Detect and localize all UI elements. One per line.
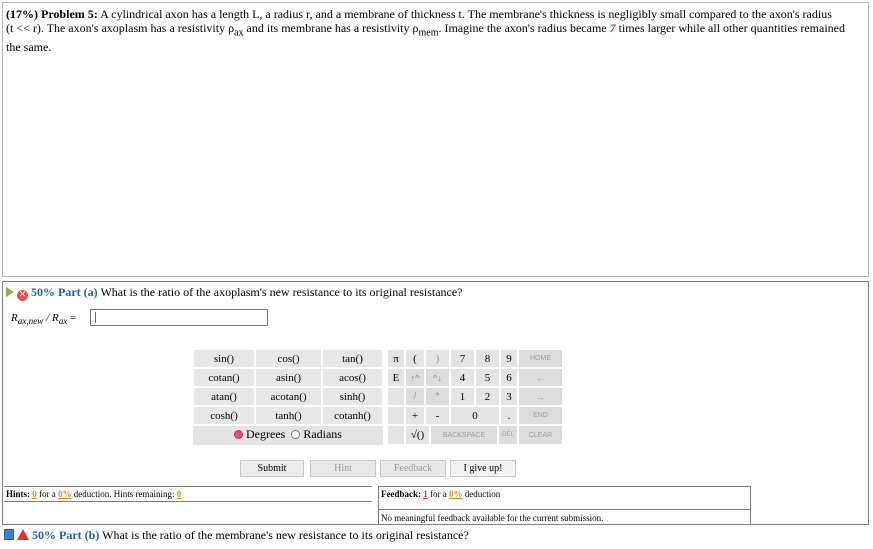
key-cosh[interactable]: cosh() xyxy=(193,406,255,425)
hint-button[interactable]: Hint xyxy=(310,460,376,477)
key-5[interactable]: 5 xyxy=(475,368,500,387)
key-acotan[interactable]: acotan() xyxy=(255,387,322,406)
key-minus[interactable]: - xyxy=(425,406,450,425)
radians-label: Radians xyxy=(303,427,342,441)
key-backspace[interactable]: BACKSPACE xyxy=(430,425,498,445)
key-clear[interactable]: CLEAR xyxy=(518,425,563,445)
key-blank-1 xyxy=(387,387,405,406)
give-up-button[interactable]: I give up! xyxy=(450,460,516,477)
problem-sentence-1: A cylindrical axon has a length L, a radius r, and a membrane of thickness t. The membrane's thickness is negligibly small compared to the axon's radius xyxy=(100,7,832,21)
key-3[interactable]: 3 xyxy=(500,387,518,406)
part-a-percent: 50% Part (a) xyxy=(31,285,98,299)
key-atan[interactable]: atan() xyxy=(193,387,255,406)
part-b-header xyxy=(4,528,469,542)
part-b-percent: 50% Part (b) xyxy=(32,528,100,542)
key-down[interactable]: ^↓ xyxy=(425,368,450,387)
key-end[interactable]: END xyxy=(518,406,563,425)
key-home[interactable]: HOME xyxy=(518,349,563,368)
feedback-label: Feedback: xyxy=(381,489,421,499)
key-sin[interactable]: sin() xyxy=(193,349,255,368)
feedback-line: Feedback: 1 for a 0% deduction xyxy=(381,489,501,499)
problem-sentence-4: . Imagine the axon's radius became xyxy=(438,21,610,35)
key-E[interactable]: E xyxy=(387,368,405,387)
key-9[interactable]: 9 xyxy=(500,349,518,368)
radians-radio[interactable] xyxy=(291,430,300,439)
problem-sentence-2: (t << r). The axon's axoplasm has a resistivity ρ xyxy=(6,21,235,35)
problem-statement xyxy=(6,7,861,54)
hints-bar: Hints: 0 for a 0% deduction. Hints remaining: 0 xyxy=(4,486,372,502)
key-tanh[interactable]: tanh() xyxy=(255,406,322,425)
feedback-message: No meaningful feedback available for the current submission. xyxy=(379,509,750,526)
key-1[interactable]: 1 xyxy=(450,387,475,406)
key-2[interactable]: 2 xyxy=(475,387,500,406)
key-blank-3 xyxy=(387,425,405,445)
hints-label: Hints: xyxy=(6,489,31,499)
degrees-radio[interactable] xyxy=(234,430,243,439)
feedback-count: 1 xyxy=(423,489,428,499)
degrees-label: Degrees xyxy=(246,427,286,441)
part-a-question: What is the ratio of the axoplasm's new resistance to its original resistance? xyxy=(100,285,463,299)
key-left[interactable]: ← xyxy=(518,368,563,387)
radius-factor: 7 xyxy=(609,21,616,35)
key-plus[interactable]: + xyxy=(405,406,425,425)
key-cotan[interactable]: cotan() xyxy=(193,368,255,387)
part-a-header xyxy=(6,285,463,301)
submit-button[interactable]: Submit xyxy=(240,460,304,477)
problem-sentence-3: and its membrane has a resistivity ρ xyxy=(243,21,419,35)
key-sqrt[interactable]: √() xyxy=(405,425,430,445)
key-dot[interactable]: . xyxy=(500,406,518,425)
key-8[interactable]: 8 xyxy=(475,349,500,368)
warning-icon xyxy=(17,529,29,540)
key-up[interactable]: ↑^ xyxy=(405,368,425,387)
key-tan[interactable]: tan() xyxy=(322,349,383,368)
key-pi[interactable]: π xyxy=(387,349,405,368)
answer-input[interactable] xyxy=(90,309,268,326)
text-caret xyxy=(95,312,96,323)
key-cos[interactable]: cos() xyxy=(255,349,322,368)
key-rparen[interactable]: ) xyxy=(425,349,450,368)
key-right[interactable]: → xyxy=(518,387,563,406)
key-7[interactable]: 7 xyxy=(450,349,475,368)
key-lparen[interactable]: ( xyxy=(405,349,425,368)
feedback-panel xyxy=(378,486,751,525)
key-blank-2 xyxy=(387,406,405,425)
sub-mem: mem xyxy=(418,27,439,39)
key-sinh[interactable]: sinh() xyxy=(322,387,383,406)
key-0[interactable]: 0 xyxy=(450,406,500,425)
wrong-mark-icon: ✕ xyxy=(18,290,27,300)
key-acos[interactable]: acos() xyxy=(322,368,383,387)
key-cotanh[interactable]: cotanh() xyxy=(322,406,383,425)
problem-sentence-5: times larger while all other quantities remained the same. xyxy=(6,21,845,55)
feedback-button[interactable]: Feedback xyxy=(380,460,446,477)
angle-mode xyxy=(193,426,383,445)
part-b-question: What is the ratio of the membrane's new resistance to its original resistance? xyxy=(102,528,469,542)
hints-count: 0 xyxy=(32,489,37,499)
document-icon[interactable] xyxy=(4,529,14,540)
play-icon[interactable] xyxy=(6,287,14,297)
hints-remaining: 0 xyxy=(176,489,182,499)
feedback-pct: 0% xyxy=(449,489,463,499)
key-6[interactable]: 6 xyxy=(500,368,518,387)
sub-ax: ax xyxy=(234,27,244,39)
answer-label: $R_{ax,new} / R_{ax}$ = xyxy=(11,312,77,327)
key-asin[interactable]: asin() xyxy=(255,368,322,387)
key-del[interactable]: DEL xyxy=(498,425,518,445)
key-slash[interactable]: / xyxy=(405,387,425,406)
hints-pct: 0% xyxy=(58,489,72,499)
problem-prefix: (17%) Problem 5: xyxy=(6,7,98,21)
key-4[interactable]: 4 xyxy=(450,368,475,387)
key-star[interactable]: * xyxy=(425,387,450,406)
